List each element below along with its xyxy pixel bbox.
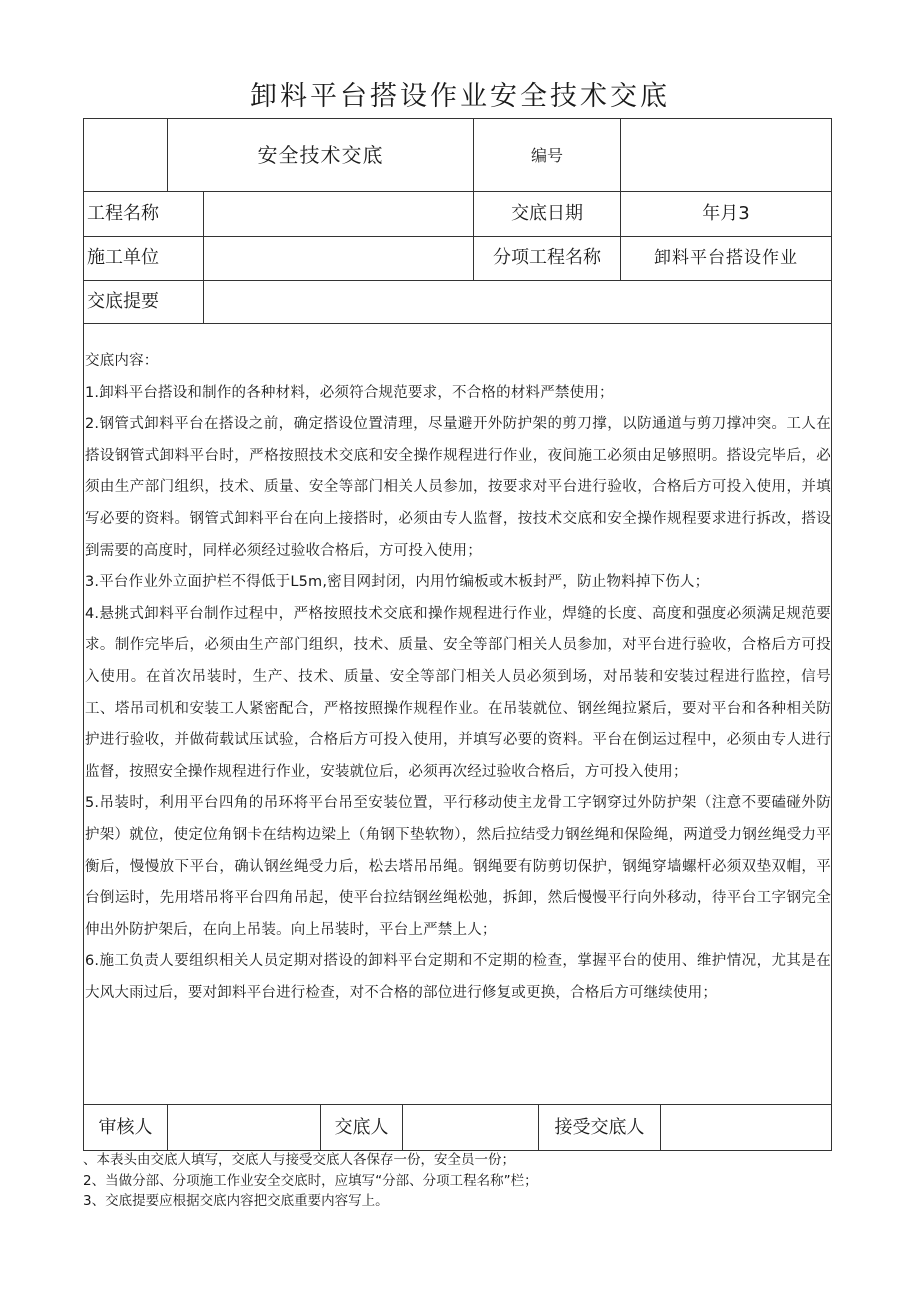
table-border-left	[83, 118, 84, 1151]
sub-project-label: 分项工程名称	[493, 247, 601, 268]
date-label: 交底日期	[511, 203, 583, 224]
table-col-divider	[660, 1104, 661, 1150]
table-row-divider	[83, 280, 832, 281]
sub-project-value[interactable]: 卸料平台搭设作业	[654, 248, 798, 268]
summary-label: 交底提要	[87, 291, 159, 312]
content-item: 1.卸料平台搭设和制作的各种材料，必须符合规范要求，不合格的材料严禁使用；	[85, 384, 614, 401]
content-item: 2.钢管式卸料平台在搭设之前，确定搭设位置清理，尽量避开外防护架的剪刀撑，以防通道与剪刀撑冲突。工人在搭设钢管式卸料平台时，严格按照技术交底和安全操作规程进行作业，夜间施工必须由足够照明。搭设完毕后，必须由生产部门组织，技术、质量、安全等部门相关人员参加，按要求对平台进行验收，合格后方可投入使用，并填写必要的资料。钢管式卸料平台在向上接搭时，必须由专人监督，按技术交底和安全操作规程要求进行拆改，搭设到需要的高度时，同样必须经过验收合格后，方可投入使用；	[85, 416, 831, 559]
footnote: 、本表头由交底人填写，交底人与接受交底人各保存一份，安全员一份；	[83, 1152, 515, 1168]
disclosure-content	[85, 346, 831, 1009]
footnote: 2、当做分部、分项施工作业安全交底时，应填写“分部、分项工程名称”栏；	[83, 1172, 538, 1189]
number-label: 编号	[530, 146, 563, 165]
content-item: 5.吊装时，利用平台四角的吊环将平台吊至安装位置，平行移动使主龙骨工字钢穿过外防护架（注意不要磕碰外防护架）就位，使定位角钢卡在结构边梁上（角钢下垫软物），然后拉结受力钢丝绳和保险绳，两道受力钢丝绳受力平衡后，慢慢放下平台，确认钢丝绳受力后，松去塔吊吊绳。钢绳要有防剪切保护，钢绳穿墙螺杆必须双垫双帽，平台倒运时，先用塔吊将平台四角吊起，使平台拉结钢丝绳松弛，拆卸，然后慢慢平行向外移动，待平台工字钢完全伸出外防护架后，在向上吊装。向上吊装时，平台上严禁上人；	[85, 795, 831, 938]
content-item: 6.施工负责人要组织相关人员定期对搭设的卸料平台定期和不定期的检查，掌握平台的使用、维护情况，尤其是在大风大雨过后，要对卸料平台进行检查，对不合格的部位进行修复或更换，合格后方可继续使用；	[85, 953, 831, 1001]
footnote: 3、交底提要应根据交底内容把交底重要内容写上。	[83, 1193, 389, 1209]
table-border-right	[831, 118, 832, 1151]
table-row-divider	[83, 323, 832, 324]
content-item: 3.平台作业外立面护栏不得低于L5m,密目网封闭，内用竹编板或木板封严，防止物料掉下伤人；	[85, 574, 710, 591]
table-row-divider	[83, 1104, 832, 1105]
content-heading: 交底内容：	[85, 353, 159, 369]
date-value[interactable]: 年月3	[702, 203, 750, 224]
table-col-divider	[167, 1104, 168, 1150]
table-col-divider	[402, 1104, 403, 1150]
table-border-top	[83, 118, 832, 119]
table-col-divider	[203, 191, 204, 323]
project-name-label: 工程名称	[87, 203, 159, 224]
doc-type-label: 安全技术交底	[257, 143, 384, 167]
presenter-label: 交底人	[334, 1117, 389, 1138]
reviewer-label: 审核人	[98, 1117, 153, 1138]
receiver-label: 接受交底人	[554, 1117, 645, 1138]
table-row-divider	[83, 236, 832, 237]
footnotes	[83, 1150, 843, 1212]
unit-label: 施工单位	[87, 247, 159, 268]
page-title: 卸料平台搭设作业安全技术交底	[250, 81, 670, 112]
table-row-divider	[83, 191, 832, 192]
content-item: 4.悬挑式卸料平台制作过程中，严格按照技术交底和操作规程进行作业，焊缝的长度、高度和强度必须满足规范要求。制作完毕后，必须由生产部门组织，技术、质量、安全等部门相关人员参加，对平台进行验收，合格后方可投入使用。在首次吊装时，生产、技术、质量、安全等部门相关人员必须到场，对吊装和安装过程进行监控，信号工、塔吊司机和安装工人紧密配合，严格按照操作规程作业。在吊装就位、钢丝绳拉紧后，要对平台和各种相关防护进行验收，并做荷载试压试验，合格后方可投入使用，并填写必要的资料。平台在倒运过程中，必须由专人进行监督，按照安全操作规程进行作业，安装就位后，必须再次经过验收合格后，方可投入使用；	[85, 605, 831, 780]
